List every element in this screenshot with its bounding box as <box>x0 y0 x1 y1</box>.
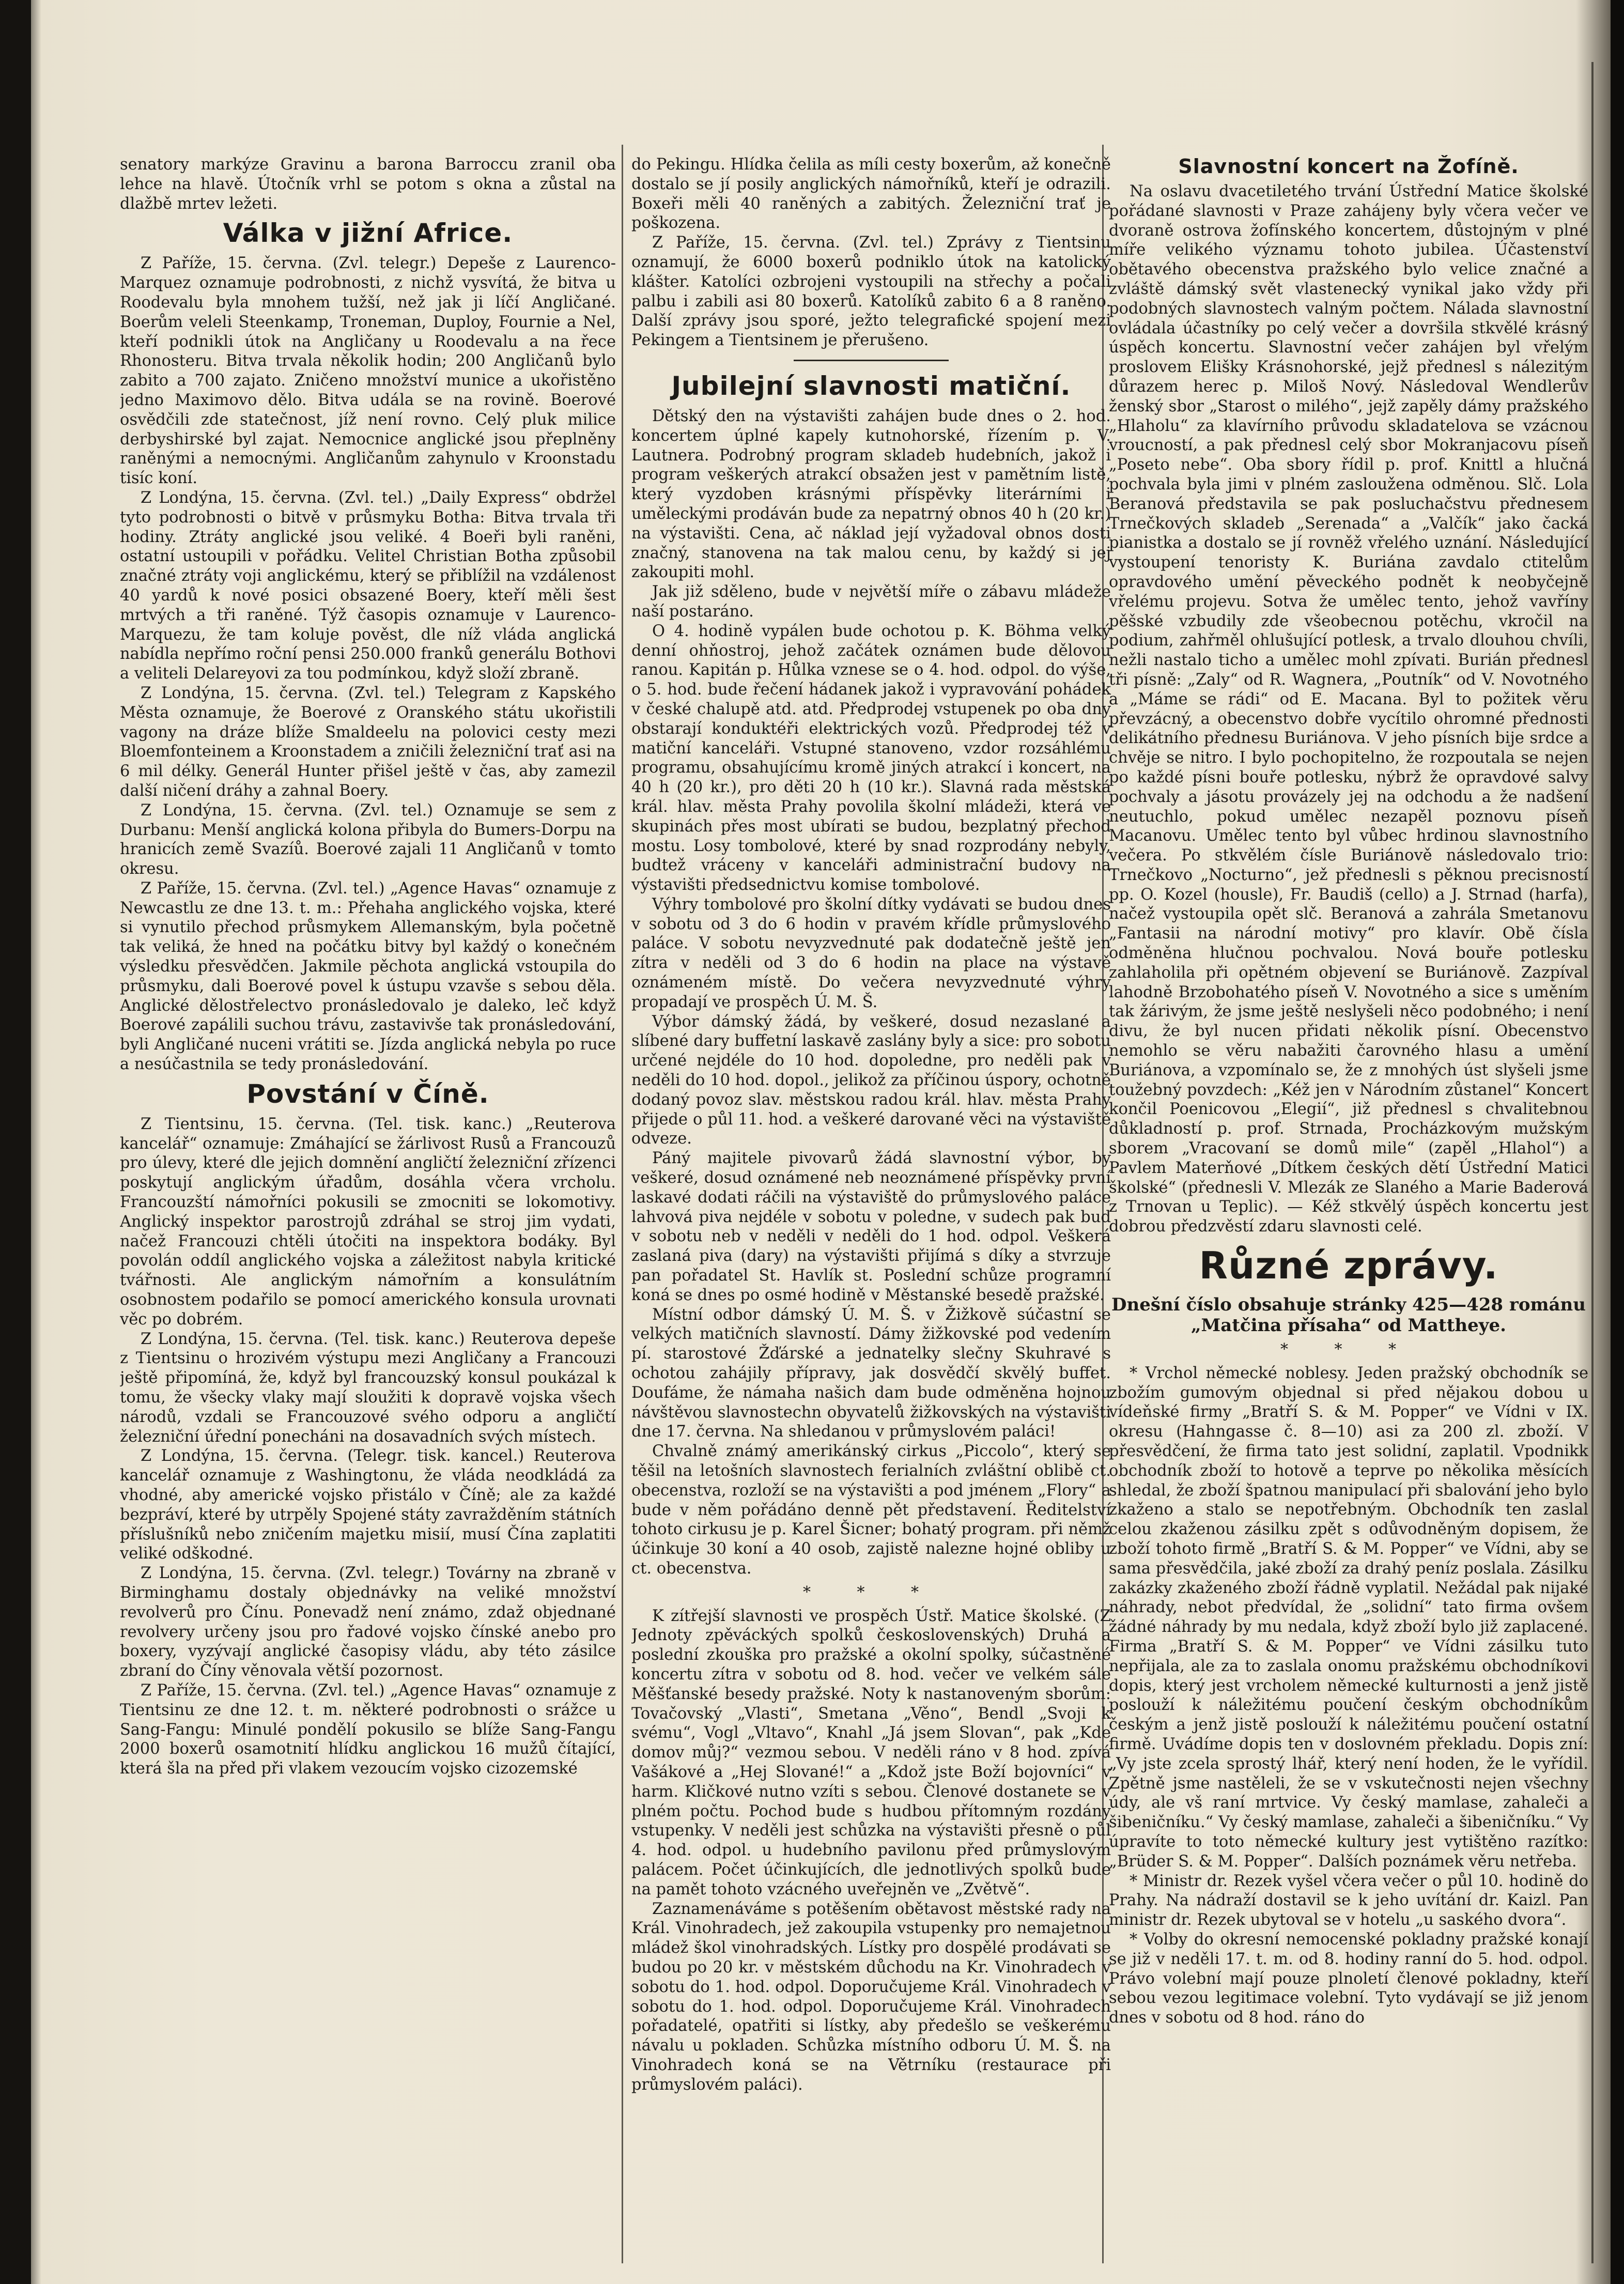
article-paragraph: K zítřejší slavnosti ve prospěch Ústř. Matice školské. (Z Jednoty zpěváckých spolků československých) Druhá a poslední zkouška pro pražské a okolní spolky, súčastněné koncertu zítra v sobotu od 8. hod. večer ve velkém sále Měšťanské besedy pražské. Noty k nastanoveným sborům: Tovačovský „Vlasti“, Smetana „Věno“, Bendl „Svoji k svému“, Vogl „Vltavo“, Knahl „Já jsem Slovan“, pak „Kde domov můj?“ vezmou sebou. V neděli ráno v 8 hod. zpívá Vašákové a „Hej Slované!“ a „Kdož jste Boží bojovníci“ v harm. Kličkové nutno vzíti s sebou. Členové dostanete se v plném počtu. Pochod bude s hudbou přítomným rozdány vstupenky. V neděli jest schůzka na výstavišti přesně o půl 4. hod. odpol. u hudebního pavilonu před průmyslovým palácem. Počet účinkujících, dle jednotlivých spolků bude na pamět tohoto vzácného uveřejněn ve „Zvětvě“. <box>631 1607 1111 1899</box>
article-intro: senatory markýze Gravinu a barona Barroccu zranil oba lehce na hlavě. Útočník vrhl se potom s okna a zůstal na dlažbě mrtev ležeti. <box>120 156 616 213</box>
headline-valka: Válka v jižní Africe. <box>223 218 513 249</box>
article-paragraph: Jak již sděleno, bude v největší míře o zábavu mládeže naší postaráno. <box>631 583 1111 621</box>
article-paragraph: Na oslavu dvacetiletého trvání Ústřední Matice školské pořádané slavnosti v Praze zahájeny byly včera večer ve dvoraně ostrova žofínského koncertem, důstojným v plné míře velikého významu tohoto jubilea. Účastenství obětavého obecenstva pražského bylo velice značné a zvláště dámský svět vlastenecký vynikal jako vždy při podobných slavnostech valným počtem. Nálada slavnostní ovládala účastníky po celý večer a dovršila stkvělé krásný úspěch koncertu. Slavnostní večer zahájen byl vřelým proslovem Elišky Krásnohorské, jejž přednesl s nálezitým důrazem herec p. Miloš Nový. Následoval Wendlerův ženský sbor „Starost o milého“, jejž zapěly dámy pražského „Hlaholu“ za klavírního průvodu skladatelova se vzácnou vroucností, a pak přednesl celý sbor Mokranjacovu píseň „Poseto nebe“. Oba sbory řídil p. prof. Knittl a hlučná pochvala byla jimi v plném zasloužena odměnou. Slč. Lola Beranová představila se pak posluchačstvu přednesem Trnečkových skladeb „Serenada“ a „Valčík“ jako čacká pianistka a dostalo se jí rovněž vřelého uznání. Následující vystoupení tenoristy K. Buriána zavdalo ctitelům opravdového umění pěveckého podnět k neobyčejně vřelému projevu. Sotva že umělec tento, jehož vavříny pěšské vzbudily zde všeobecnou potěchu, vkročil na podium, zahřměl ohlušující potlesk, a trvalo dlouhou chvíli, nežli nastalo ticho a umělec mohl zpívati. Burián přednesl tři písně: „Zaly“ od R. Wagnera, „Poutník“ od V. Novotného a „Máme se rádi“ od E. Macana. Byl to požitek věru převzácný, a obecenstvo dobře vycítilo ohromné přednosti delikátního přednesu Buriánova. V jeho písních bije srdce a chvěje se nitro. I bylo pochopitelno, že rozpoutala se nejen po každé písni bouře potlesku, nýbrž že opravdové salvy pochvaly a jásotu provázely jej na odchodu a že nadšení neutuchlo, pokud umělec nezapěl poznovu píseň Macanovu. Umělec tento byl vůbec hrdinou slavnostního večera. Po stkvělém čísle Buriánově následovalo trio: Trnečkovo „Nocturno“, jež přednesli s pěknou precisností pp. O. Kozel (housle), Fr. Baudiš (cello) a J. Strnad (harfa), načež vystoupila opět slč. Beranová a zahrála Smetanovu „Fantasii na národní motivy“ pro klavír. Obě čísla odměněna hlučnou pochvalou. Nová bouře potlesku zahlaholila při opětném objevení se Buriánově. Zazpíval lahodně Brzobohatého píseň V. Novotného a sice s uměním tak žárivým, že jsme ještě neslyšeli něco podobného; i není divu, že byl nucen přidati několik písní. Obecenstvo nemohlo se věru nabažiti čarovného hlasu a umění Buriánova, a vzpomínalo se, že z mnohých úst slyšeli jsme toužebný povzdech: „Kéž jen v Národním zůstanel“ Koncert končil Poenicovou „Elegií“, již přednesl s chvalitebnou důkladností p. prof. Strnada, Procházkovým mužským sborem „Vracovaní se domů mile“ (zapěl „Hlahol“) a Pavlem Materňové „Dítkem českých dětí Ústřední Matici školské“ (přednesli V. Mlezák ze Slaného a Marie Baderová z Trnovan u Teplic). — Kéž stkvělý úspěch koncertu jest dobrou předzvěstí zdaru slavnosti celé. <box>1109 182 1588 1236</box>
headline-jubilejni: Jubilejní slavnosti matiční. <box>671 371 1071 401</box>
column-rule <box>622 145 623 2263</box>
column-3 <box>1109 155 1588 2263</box>
headline-koncert: Slavnostní koncert na Žofíně. <box>1178 155 1519 178</box>
article-paragraph: Z Paříže, 15. června. (Zvl. tel.) „Agence Havas“ oznamuje z Tientsinu ze dne 12. t. m. některé podrobnosti o srážce u Sang-Fangu: Minulé pondělí pokusilo se blíže Sang-Fangu 2000 boxerů osamotnití hlídku anglickou 16 mužů čítající, která šla na před při vlakem vezoucím vojsko cizozemské <box>120 1681 616 1778</box>
article-paragraph: Z Londýna, 15. června. (Zvl. tel.) Telegram z Kapského Města oznamuje, že Boerové z Oranského státu ukořistili vagony na dráze blíže Smaldeelu na polovici cesty mezi Bloemfonteinem a Kroonstadem a zničili železniční trať asi na 6 mil délky. Generál Hunter přišel ještě v čas, aby zamezil další ničení dráhy a zahnal Boery. <box>120 684 616 800</box>
article-paragraph: Páný majitele pivovarů žádá slavnostní výbor, by veškeré, dosud oznámené neb neoznámené příspěvky první laskavé dodati ráčili na výstaviště do průmyslového paláce lahvová piva nejdéle v sobotu v poledne, v sudech pak bud v sobotu neb v neděli v neděli do 1 hod. odpol. Veškerá zaslaná piva (dary) na výstavišti přijímá s díky a stvrzuje pan pořadatel St. Havlík st. Poslední schůze programní koná se dnes po osmé hodině v Městanské besedě pražské. <box>631 1149 1111 1304</box>
article-paragraph: Z Paříže, 15. června. (Zvl. telegr.) Depeše z Laurenco-Marquez oznamuje podrobnosti, z nichž vysvítá, že bitva u Roodevalu byla mnohem tužší, než jak ji líčí Angličané. Boerům veleli Steenkamp, Troneman, Duploy, Fournie a Nel, kteří podnikli útok na Angličany u Roodevalu a na řece Rhonosteru. Bitva trvala několik hodin; 200 Angličanů bylo zabito a 700 zajato. Zničeno množství munice a ukořistěno jedno Maximovo dělo. Bitva udála se na rovině. Boerové osvědčili zde statečnost, jíž není rovno. Celý pluk milice derbyshirské byl zajat. Nemocnice anglické jsou přeplněny raněnými a nemocnými. Angličanům zahynulo v Kroonstadu tisíc koní. <box>120 254 616 488</box>
article-paragraph: Dětský den na výstavišti zahájen bude dnes o 2. hod. koncertem úplné kapely kutnohorské, řízením p. V. Lautnera. Podrobný program skladeb hudebních, jakož i program veškerých atrakcí obsažen jest v pamětním listě, který vyzdoben krásnými příspěvky literárními i uměleckými prodáván bude za nepatrný obnos 40 h (20 kr.) na výstavišti. Cena, ač náklad její vyžadoval obnos dosti značný, stanovena na tak malou cenu, by každý si jej zakoupiti mohl. <box>631 407 1111 582</box>
page-binding-shadow <box>0 0 31 2284</box>
section-divider <box>794 360 949 361</box>
article-paragraph: * Volby do okresní nemocenské pokladny pražské konají se již v neděli 17. t. m. od 8. hodiny ranní do 5. hod. odpol. Právo volební mají pouze plnoletí členové pokladny, kteří sebou vezou legitimace volební. Tyto vydávají se již jenom dnes v sobotu od 8 hod. ráno do <box>1109 1930 1588 2027</box>
article-paragraph: O 4. hodině vypálen bude ochotou p. K. Böhma velký denní ohňostroj, jehož začátek oznámen bude dělovou ranou. Kapitán p. Hůlka vznese se o 4. hod. odpol. do výše, o 5. hod. bude řečení hádanek jakož i vypravování pohádek v české chalupě atd. atd. Předprodej vstupenek po oba dny obstarají konduktéři elektrických vozů. Předprodej též v matiční kanceláři. Vstupné stanoveno, vzdor rozsáhlému programu, obsahujícímu kromě jiných atrakcí i koncert, na 40 h (20 kr.), pro děti 20 h (10 kr.). Slavná rada městská král. hlav. města Prahy povolila školní mládeži, která ve skupinách přes most ubírati se budou, bezplatný přechod mostu. Losy tombolové, které by snad rozprodány nebyly, budtež vráceny v kanceláři administrační budovy na výstavišti předsednictvu komise tombolové. <box>631 622 1111 894</box>
article-paragraph: Zaznamenáváme s potěšením obětavost městské rady na Král. Vinohradech, jež zakoupila vstupenky pro nemajetnou mládež škol vinohradských. Lístky pro dospělé prodávati se budou po 20 kr. v městském důchodu na Kr. Vinohradech v sobotu do 1. hod. odpol. Doporučujeme Král. Vinohradech v sobotu do 1. hod. odpol. Doporučujeme Král. Vinohradech pořadatelé, opatřiti si lístky, aby předešlo se veškerému návalu u pokladen. Schůzka místního odboru Ú. M. Š. na Vinohradech koná se na Větrníku (restaurace při průmyslovém paláci). <box>631 1900 1111 2094</box>
headline-ruzne: Různé zprávy. <box>1199 1244 1498 1288</box>
section-stars: * * * <box>1280 1340 1417 1359</box>
column-1 <box>120 155 616 2263</box>
article-paragraph: * Vrchol německé noblesy. Jeden pražský obchodník se zbožím gumovým objednal si před nějakou dobou u vídeňské firmy „Bratří S. & M. Popper“ ve Vídni v IX. okresu (Hahngasse č. 8—10) asi za 200 zl. zboží. V přesvědčení, že firma tato jest solidní, zaplatil. Vpodnikk obchodník zboží to hotově a teprve po několika měsících shledal, že zboží špatnou manipulací při sbalování jeho bylo zkaženo a stalo se nepotřebným. Obchodník ten zaslal celou zkaženou zásilku zpět s odůvodněným dopisem, že zboží tohoto firmě „Bratří S. & M. Popper“ ve Vídni, aby se sama přesvědčila, jaké zboží za drahý peníz poslala. Zásilku zakázky zkaženého zboží řádně vyplatil. Nežádal pak nijaké náhrady, nebot předvídal, že „solidní“ tato firma ovšem žádné náhrady by mu nedala, když zboží bylo již zaplacené. Firma „Bratří S. & M. Popper“ ve Vídni zásilku tuto nepřijala, ale za to zaslala onomu pražskému obchodníkovi dopis, který jest vrcholem německé kulturnosti a jenž jistě poslouží k náležitému poučení českým obchodníkům českým a jenž jistě poslouží k náležitému poučení ostatní firmě. Uvádíme dopis ten v doslovném překladu. Dopis zní: „Vy jste zcela sprostý lhář, který není hoden, že le vyřídil. Zpětně jsme nastěleli, že se v vskutečnosti nejen všechny údy, ale vš raní mrtvice. Vy český mamlase, zahaleči a šibeničníku.“ Vy český mamlase, zahaleči a šibeničníku.“ Vy úpravíte to toto německé kultury jest vytištěno razítko: „Brüder S. & M. Popper“. Dalších poznámek věru netřeba. <box>1109 1364 1588 1871</box>
article-paragraph: Z Londýna, 15. června. (Zvl. tel.) Oznamuje se sem z Durbanu: Menší anglická kolona přibyla do Bumers-Dorpu na hranicích země Svazíů. Boerové zajali 11 Angličanů v tomto okresu. <box>120 801 616 878</box>
article-paragraph: Výhry tombolové pro školní dítky vydávati se budou dnes v sobotu od 3 do 6 hodin v pravém křídle průmyslového paláce. V sobotu nevyzvednuté pak dodatečně ještě jen zítra v neděli od 3 do 6 hodin na place na výstavě oznámeném místě. Do večera nevyzvednuté výhry propadají ve prospěch Ú. M. Š. <box>631 895 1111 1011</box>
headline-povstani: Povstání v Číně. <box>246 1078 489 1109</box>
article-intro: do Pekingu. Hlídka čelila as míli cesty boxerům, až konečně dostalo se jí posily anglických námořníků, kteří je odrazili. Boxeři měli 40 raněných a zabitých. Železniční trať je poškozena. <box>631 156 1111 233</box>
article-paragraph: Z Londýna, 15. června. (Tel. tisk. kanc.) Reuterova depeše z Tientsinu o hrozivém výstupu mezi Angličany a Francouzi ještě připomíná, že, když byl francouzský konsul poukázal k tomu, že všecky vlaky mají sloužiti k dopravě vojska všech národů, vzdali se Francouzové svého odporu a angličtí železniční úřední ponecháni na dosavadních svých místech. <box>120 1330 616 1446</box>
article-paragraph: Chvalně známý amerikánský cirkus „Piccolo“, který se těšil na letošních slavnostech ferialních zvláštní oblibě ct. obecenstva, rozloží se na výstavišti a pod jménem „Flory“ a bude v něm pořádáno denně pět představení. Ředitelství tohoto cirkusu je p. Karel Šicner; bohatý program. při němž účinkuje 30 koní a 40 osob, zajistě nalezne hojné obliby u ct. obecenstva. <box>631 1442 1111 1578</box>
article-paragraph: Z Londýna, 15. června. (Zvl. tel.) „Daily Express“ obdržel tyto podrobnosti o bitvě v průsmyku Botha: Bitva trvala tři hodiny. Ztráty anglické jsou veliké. 4 Boeři byli raněni, ostatní ustoupili v pořádku. Velitel Christian Botha způsobil značné ztráty voji anglickému, který se přiblížil na vzdálenost 40 yardů k nové posici obsazené Boery, kteří měli šest mrtvých a tři raněné. Týž časopis oznamuje v Laurenco-Marquezu, že tam koluje pověst, dle níž vláda anglická nabídla nepřímo roční pensi 250.000 franků generálu Bothovi a veliteli Delareyovi za tou podmínkou, když složí zbraně. <box>120 488 616 683</box>
article-paragraph: Místní odbor dámský Ú. M. Š. v Žižkově súčastní se velkých matičních slavností. Dámy žižkovské pod vedením pí. starostové Žďárské a jednatelky slečny Skuhravé s ochotou zahájily přípravy, jak dosvědčí skvělý buffet. Doufáme, že námaha našich dam bude odměněna hojnou návštěvou slavnostechn obyvatelů žižkovských na výstavišti dne 17. června. Na shledanou v průmyslovém paláci! <box>631 1305 1111 1441</box>
novel-supplement-note: Dnešní číslo obsahuje stránky 425—428 románu „Matčina přísaha“ od Mattheye. <box>1111 1294 1586 1336</box>
article-paragraph: Z Londýna, 15. června. (Zvl. telegr.) Továrny na zbraně v Birminghamu dostaly objednávky na veliké množství revolverů pro Čínu. Ponevadž není známo, zdaž objednané revolvery určeny jsou pro řadové vojsko čínské anebo pro boxery, vyzývají anglické časopisy vládu, aby této zásilce zbraní do Číny věnovala větší pozornost. <box>120 1564 616 1680</box>
article-paragraph: Z Paříže, 15. června. (Zvl. tel.) „Agence Havas“ oznamuje z Newcastlu ze dne 13. t. m.: Přehaha anglického vojska, které si vynutilo přechod průsmykem Allemanským, byla početně tak veliká, že hned na počátku bitvy byl každý o konečném výsledku přesvědčen. Jakmile pěchota anglická vstoupila do průsmyku, dali Boerové povel k ústupu vzavše s sebou děla. Anglické dělostřelectvo pronásledovalo je daleko, leč když Boerové zapálili suchou trávu, zastavivše tak pronásledování, byli Angličané nuceni vrátiti se. Jízda anglická nebyla po ruce a nesúčastnila se tedy pronásledování. <box>120 879 616 1074</box>
column-rule <box>1591 62 1594 2263</box>
article-paragraph: Výbor dámský žádá, by veškeré, dosud nezaslané a slíbené dary buffetní laskavě zaslány byly a sice: pro sobotu určené nejdéle do 10 hod. dopoledne, pro neděli pak v neděli do 10 hod. dopol., jelikož za příčinou úspory, ochotně dodaný povoz slav. městskou radou král. hlav. města Prahy přijede o půl 11. hod. a veškeré darované věci na výstaviště odveze. <box>631 1012 1111 1148</box>
article-paragraph: Z Tientsinu, 15. června. (Tel. tisk. kanc.) „Reuterova kancelář“ oznamuje: Zmáhající se žárlivost Rusů a Francouzů pro úlevy, které dle jejich domnění angličtí železniční zřízenci poskytují anglickým úřadům, dosáhla včera vrcholu. Francouzští námořníci pokusili se zmocniti se lokomotivy. Anglický inspektor parostrojů zdráhal se stroj jim vydati, načež Francouzi chtěli útočiti na inspektora bodáky. Byl povolán oddíl anglického vojska a záležitost nabyla kritické tvářnosti. Ale anglickým námořním a konsulátním osobnostem podařilo se pomocí amerického konsula urovnati věc po dobrém. <box>120 1115 616 1329</box>
article-paragraph: Z Londýna, 15. června. (Telegr. tisk. kancel.) Reuterova kancelář oznamuje z Washingtonu, že vláda neodkládá za vhodné, aby americké vojsko přistálo v Číně; ale za každé bezpráví, které by utrpěly Spojené státy zavražděním státních příslušníků nebo zničením majetku misií, musí Čína zaplatiti veliké odškodné. <box>120 1447 616 1563</box>
column-2 <box>631 155 1111 2263</box>
article-paragraph: * Ministr dr. Rezek vyšel včera večer o půl 10. hodině do Prahy. Na nádraží dostavil se k jeho uvítání dr. Kaizl. Pan ministr dr. Rezek ubytoval se v hotelu „u saského dvora“. <box>1109 1872 1588 1930</box>
section-stars: * * * <box>802 1583 940 1601</box>
page-edge-shadow <box>1611 0 1624 2284</box>
article-paragraph: Z Paříže, 15. června. (Zvl. tel.) Zprávy z Tientsinu oznamují, že 6000 boxerů podniklo útok na katolický klášter. Katolíci ozbrojeni vystoupili na střechy a počali palbu i zabili asi 80 boxerů. Katolíků zabito 6 a 8 raněno. Další zprávy jsou sporé, ježto telegrafické spojení mezi Pekingem a Tientsinem je přerušeno. <box>631 234 1111 350</box>
